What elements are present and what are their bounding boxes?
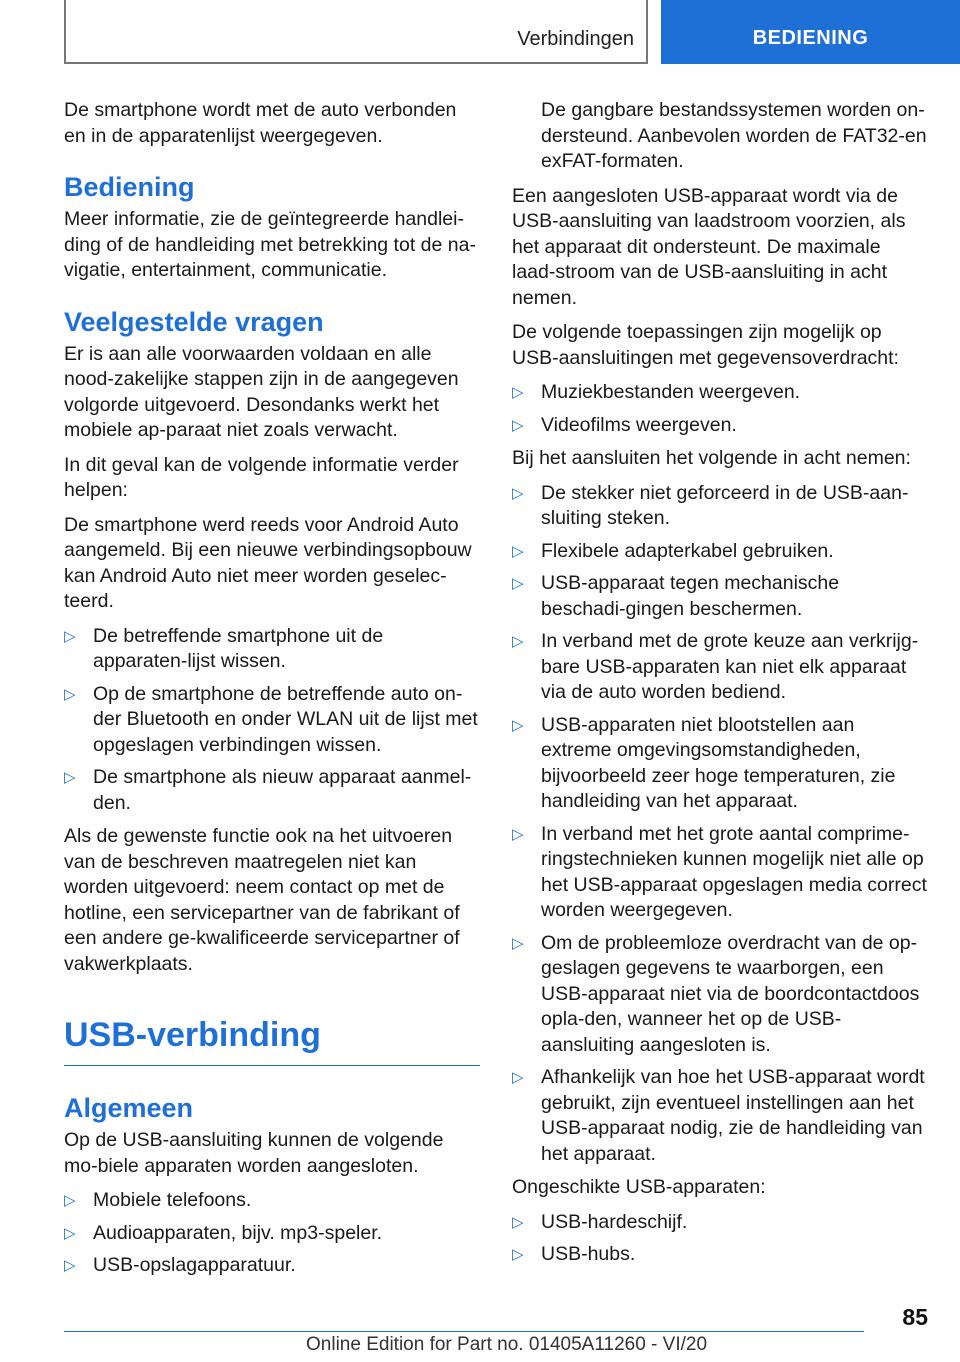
intro-paragraph: De smartphone wordt met de auto verbonden en in de apparatenlijst weergegeven. bbox=[64, 99, 457, 147]
faq-paragraph-2: In dit geval kan de volgende informatie verder helpen: bbox=[64, 453, 459, 501]
triangle-bullet-icon: ▷ bbox=[64, 685, 76, 703]
list-item: ▷ De stekker niet geforceerd in de USB-aan-sluiting steken. bbox=[512, 481, 909, 529]
list-item: ▷ Audioapparaten, bijv. mp3-speler. bbox=[64, 1221, 480, 1247]
list-item: ▷ In verband met het grote aantal comprime-ringstechnieken kunnen mogelijk niet alle op het USB-apparaat opgeslagen media correct worden weergegeven. bbox=[512, 822, 927, 921]
triangle-bullet-icon: ▷ bbox=[512, 825, 524, 843]
list-item: ▷ USB-apparaat tegen mechanische beschadi-gingen beschermen. bbox=[512, 572, 840, 620]
algemeen-heading: Algemeen bbox=[64, 1093, 194, 1123]
list-item: ▷ Flexibele adapterkabel gebruiken. bbox=[512, 539, 928, 565]
page-number: 85 bbox=[902, 1304, 928, 1330]
list-item: ▷ USB-opslagapparatuur. bbox=[64, 1253, 480, 1279]
faq-paragraph-4: Als de gewenste functie ook na het uitvoeren van de beschreven maatregelen niet kan worden uitgevoerd: neem contact op met de hotline, een servicepartner van de fabrikant of een andere ge-kwalificeerde servicepartner of vakwerkplaats. bbox=[64, 825, 460, 975]
triangle-bullet-icon: ▷ bbox=[64, 1224, 76, 1242]
triangle-bullet-icon: ▷ bbox=[512, 934, 524, 952]
connecting-paragraph: Bij het aansluiten het volgende in acht nemen: bbox=[512, 447, 911, 469]
list-item: ▷ Om de probleemloze overdracht van de op-geslagen gegevens te waarborgen, een USB-apparaat niet via de boordcontactdoos opla-den, wanneer het op de USB-aansluiting aangesloten is. bbox=[512, 931, 920, 1056]
header-section-title: Verbindingen bbox=[517, 28, 634, 50]
triangle-bullet-icon: ▷ bbox=[512, 633, 524, 650]
triangle-bullet-icon: ▷ bbox=[64, 627, 76, 645]
faq-paragraph-3: De smartphone werd reeds voor Android Auto aangemeld. Bij een nieuwe verbindingsopbouw kan Android Auto niet meer worden geselec-teerd. bbox=[64, 513, 472, 612]
triangle-bullet-icon: ▷ bbox=[512, 1246, 524, 1263]
triangle-bullet-icon: ▷ bbox=[512, 416, 524, 434]
triangle-bullet-icon: ▷ bbox=[64, 1257, 76, 1274]
bediening-paragraph: Meer informatie, zie de geïntegreerde handlei-ding of de handleiding met betrekking tot de na-vigatie, entertainment, communicatie. bbox=[64, 208, 476, 281]
list-item: ▷ Videofilms weergeven. bbox=[512, 413, 928, 439]
footer-edition: Online Edition for Part no. 01405A11260 - VI/20 bbox=[306, 1334, 708, 1355]
unsuitable-list bbox=[512, 1210, 928, 1268]
footer-divider bbox=[64, 1331, 864, 1332]
triangle-bullet-icon: ▷ bbox=[512, 716, 524, 734]
triangle-bullet-icon: ▷ bbox=[64, 1192, 76, 1209]
faq-list bbox=[64, 624, 480, 817]
right-column bbox=[512, 98, 928, 1276]
triangle-bullet-icon: ▷ bbox=[512, 484, 524, 502]
triangle-bullet-icon: ▷ bbox=[512, 384, 524, 401]
device-list bbox=[64, 1188, 480, 1279]
faq-heading: Veelgestelde vragen bbox=[64, 306, 324, 337]
applications-paragraph: De volgende toepassingen zijn mogelijk op USB-aansluitingen met gegevensoverdracht: bbox=[512, 321, 899, 369]
list-item: ▷ Op de smartphone de betreffende auto on-der Bluetooth en onder WLAN uit de lijst met opgeslagen verbindingen wissen. bbox=[64, 682, 478, 756]
list-item: ▷ De smartphone als nieuw apparaat aanmel-den. bbox=[64, 766, 472, 814]
list-item: ▷ USB-hardeschijf. bbox=[512, 1210, 928, 1236]
faq-paragraph-1: Er is aan alle voorwaarden voldaan en alle nood-zakelijke stappen zijn in de aangegeven volgorde uitgevoerd. Desondanks werkt het mobiele ap-paraat niet zoals verwacht. bbox=[64, 342, 459, 441]
list-item: ▷ Afhankelijk van hoe het USB-apparaat wordt gebruikt, zijn eventueel instellingen aan het USB-apparaat nodig, zie de handleiding van het apparaat. bbox=[512, 1066, 925, 1165]
triangle-bullet-icon: ▷ bbox=[512, 1069, 524, 1086]
algemeen-paragraph: Op de USB-aansluiting kunnen de volgende mo-biele apparaten worden aangesloten. bbox=[64, 1129, 444, 1177]
notes-list bbox=[512, 481, 928, 1168]
triangle-bullet-icon: ▷ bbox=[64, 769, 76, 786]
triangle-bullet-icon: ▷ bbox=[512, 542, 524, 560]
left-column bbox=[64, 98, 480, 1287]
list-item: ▷ USB-hubs. bbox=[512, 1242, 928, 1268]
charging-paragraph: Een aangesloten USB-apparaat wordt via de USB-aansluiting van laadstroom voorzien, als het apparaat dit ondersteunt. De maximale laad-stroom van de USB-aansluiting in acht nemen. bbox=[512, 184, 906, 309]
list-item: ▷ USB-apparaten niet blootstellen aan extreme omgevingsomstandigheden, bijvoorbeeld zeer hoge temperaturen, zie handleiding van het apparaat. bbox=[512, 713, 896, 812]
bediening-heading: Bediening bbox=[64, 172, 195, 202]
list-item: ▷ Muziekbestanden weergeven. bbox=[512, 380, 928, 406]
applications-list bbox=[512, 380, 928, 438]
header-chapter-tab[interactable]: BEDIENING bbox=[661, 0, 960, 64]
triangle-bullet-icon: ▷ bbox=[512, 575, 524, 592]
continued-list-text: De gangbare bestandssystemen worden on-dersteund. Aanbevolen worden de FAT32-en exFAT-formaten. bbox=[541, 99, 927, 172]
list-item: ▷ De betreffende smartphone uit de apparaten-lijst wissen. bbox=[64, 624, 384, 672]
unsuitable-paragraph: Ongeschikte USB-apparaten: bbox=[512, 1176, 766, 1198]
list-item: ▷ Mobiele telefoons. bbox=[64, 1188, 480, 1214]
list-item: ▷ In verband met de grote keuze aan verkrijg-bare USB-apparaten kan niet elk apparaat via de auto worden bediend. bbox=[512, 630, 919, 703]
triangle-bullet-icon: ▷ bbox=[512, 1213, 524, 1231]
usb-heading: USB-verbinding bbox=[64, 1015, 480, 1066]
